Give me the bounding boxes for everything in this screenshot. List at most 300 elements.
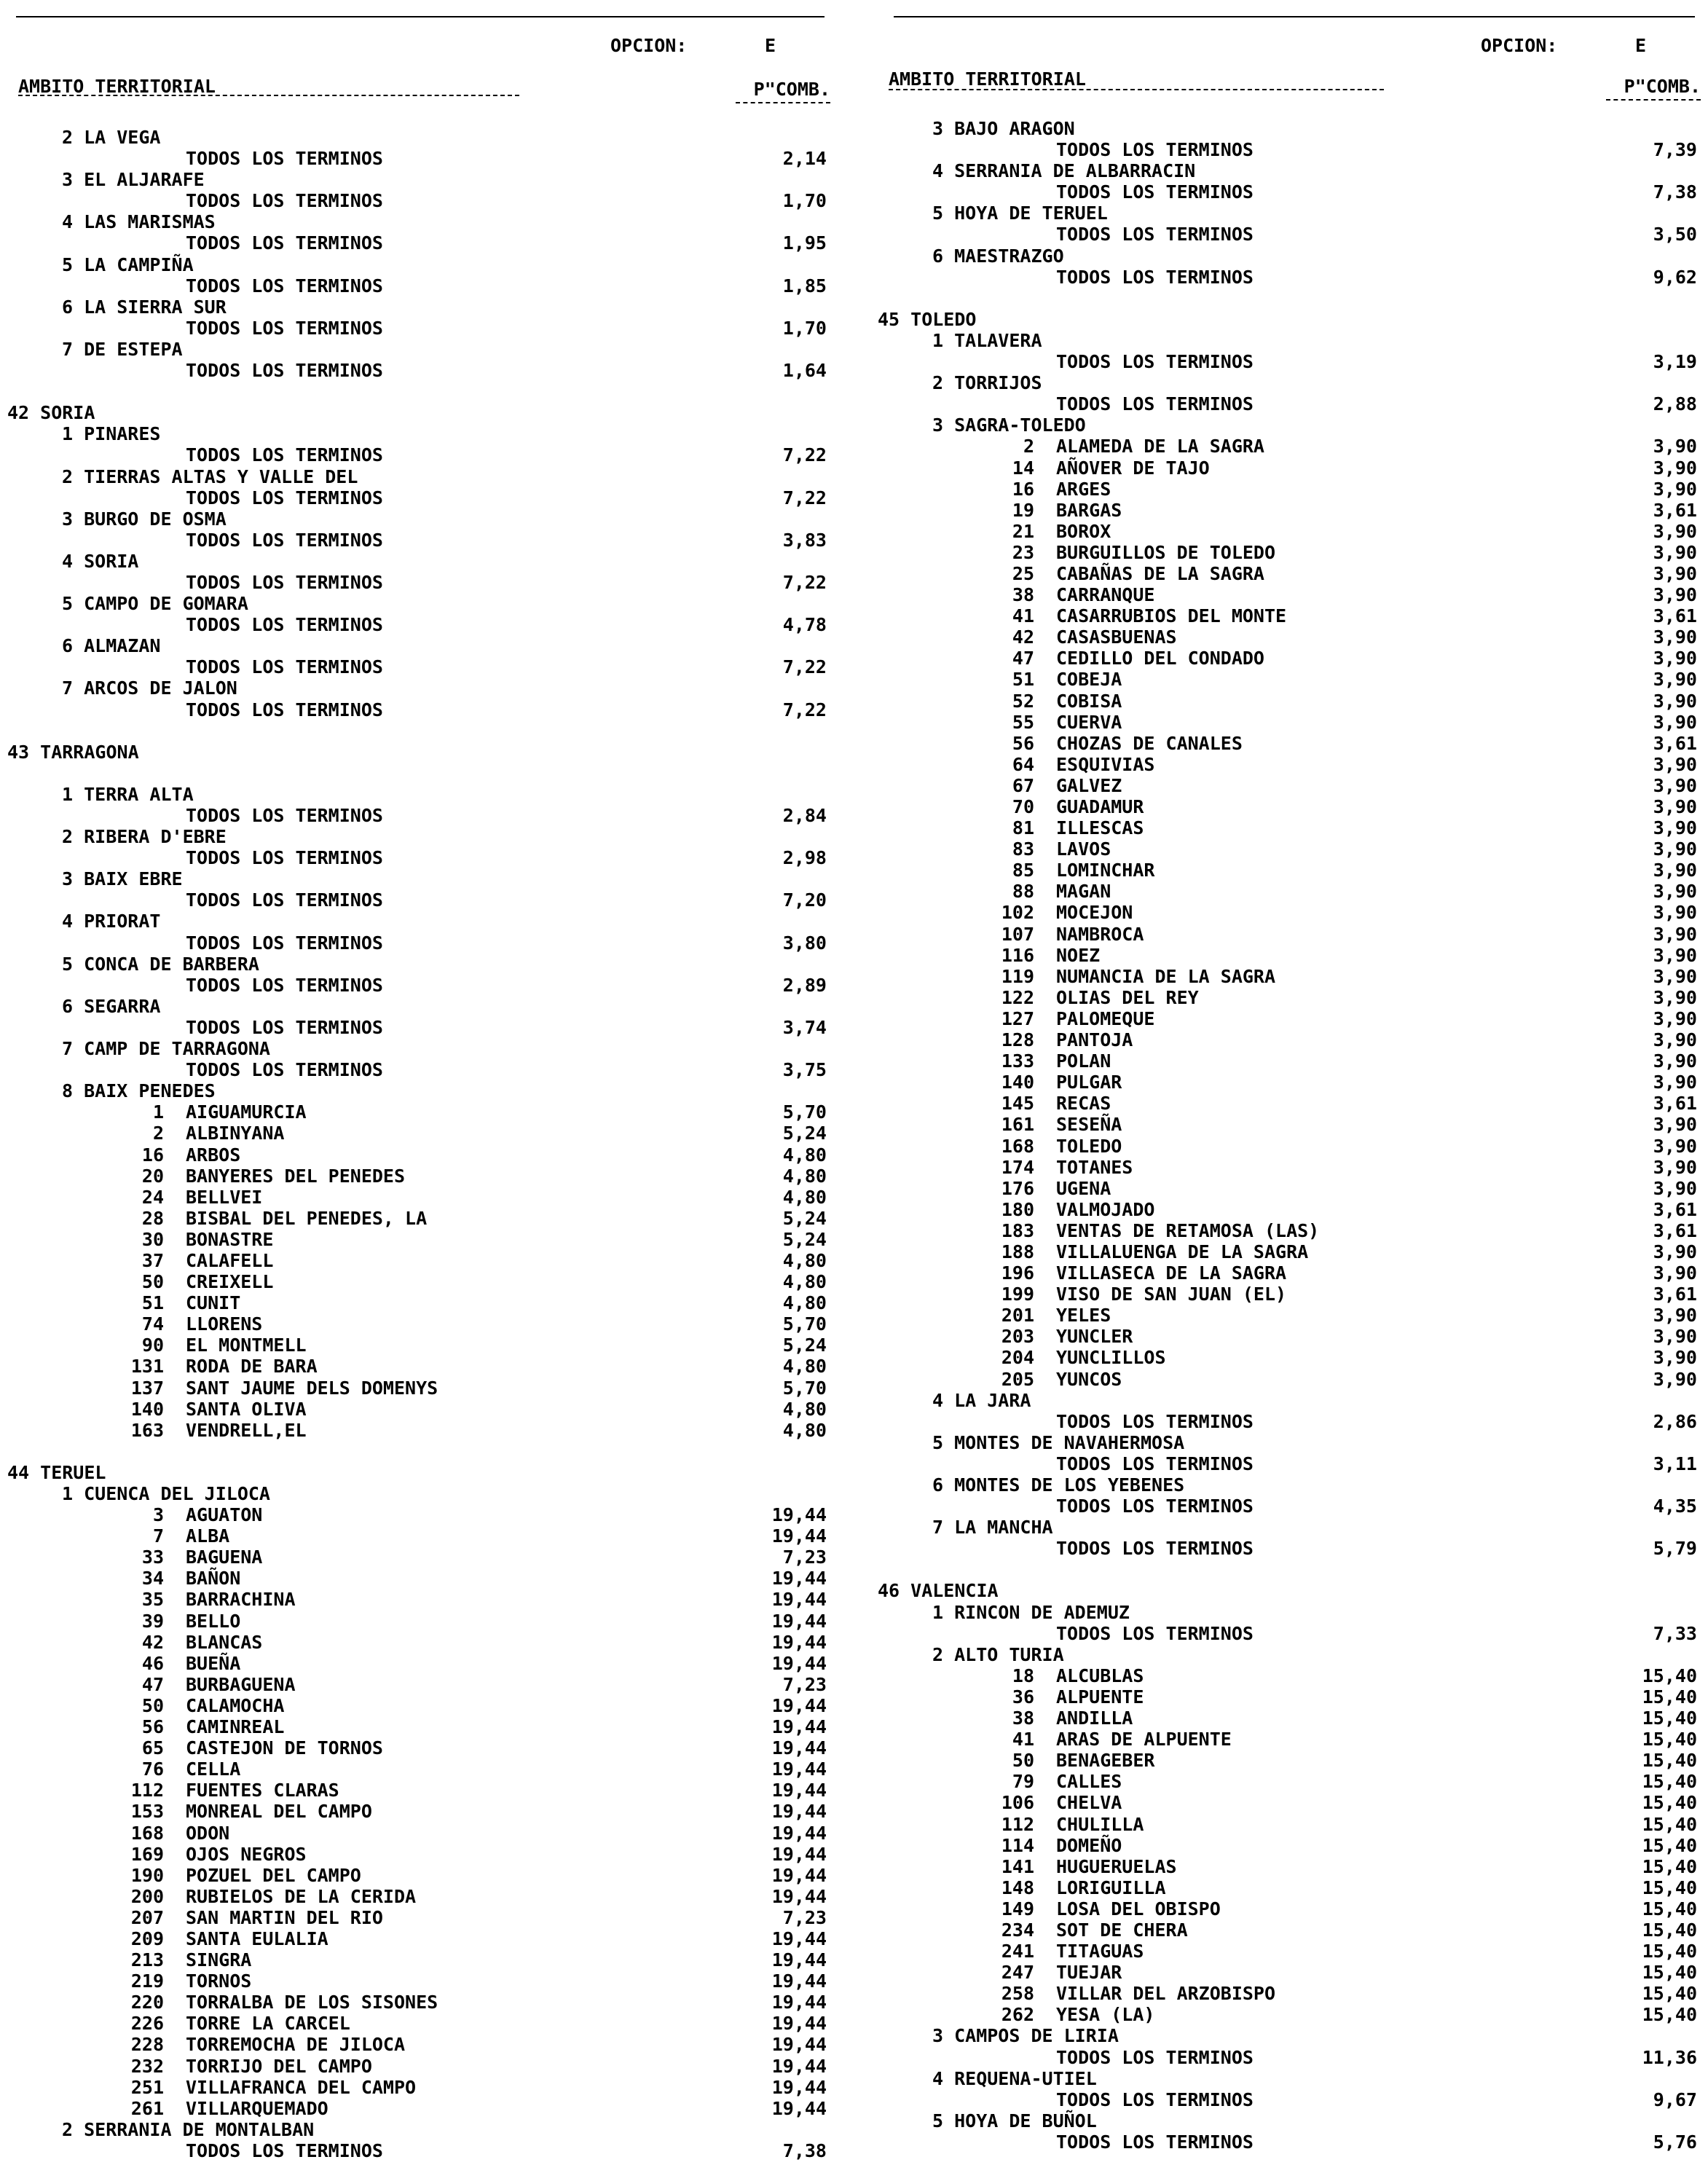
municipality-code: 102 — [1001, 902, 1034, 924]
pcomb-value: 3,90 — [1653, 796, 1697, 817]
municipality-code: 38 — [1012, 1708, 1034, 1729]
comarca-name: 6 MONTES DE LOS YEBENES — [932, 1474, 1185, 1496]
pcomb-value: 15,40 — [1642, 1919, 1697, 1941]
pcomb-value: 5,70 — [782, 1313, 827, 1335]
municipality-name: GUADAMUR — [1056, 796, 1144, 817]
municipality-name: CASARRUBIOS DEL MONTE — [1056, 605, 1287, 627]
municipality-row — [7, 1101, 827, 1123]
municipality-code: 140 — [130, 1398, 164, 1420]
municipality-row — [878, 500, 1697, 521]
all-terms-row — [7, 1059, 827, 1080]
all-terms-label: TODOS LOS TERMINOS — [186, 571, 383, 593]
municipality-name: SESEÑA — [1056, 1114, 1122, 1136]
pcomb-value: 19,44 — [771, 2097, 827, 2119]
municipality-name: RODA DE BARA — [186, 1356, 318, 1378]
pcomb-value: 2,84 — [782, 805, 827, 826]
pcomb-value: 19,44 — [771, 1843, 827, 1865]
municipality-code: 14 — [1012, 457, 1034, 479]
comarca-name: 2 TIERRAS ALTAS Y VALLE DEL — [62, 465, 358, 487]
all-terms-row — [7, 805, 827, 826]
comarca-row — [7, 826, 827, 847]
top-rule — [894, 16, 1695, 17]
municipality-code: 47 — [141, 1673, 164, 1695]
municipality-row — [7, 1758, 827, 1780]
municipality-name: PALOMEQUE — [1056, 1007, 1155, 1029]
pcomb-value: 15,40 — [1642, 1962, 1697, 1984]
pcomb-value: 3,90 — [1653, 1177, 1697, 1199]
municipality-name: CASASBUENAS — [1056, 626, 1177, 648]
comarca-row — [878, 2110, 1697, 2131]
comarca-row — [7, 508, 827, 530]
all-terms-label: TODOS LOS TERMINOS — [1056, 351, 1254, 373]
opcion-value: E — [1635, 35, 1647, 56]
municipality-name: MAGAN — [1056, 881, 1111, 903]
municipality-row — [878, 1199, 1697, 1220]
municipality-name: TORNOS — [186, 1970, 252, 1992]
pcomb-header: P"COMB. — [1624, 76, 1701, 97]
comarca-name: 1 TERRA ALTA — [62, 783, 194, 805]
municipality-name: VISO DE SAN JUAN (EL) — [1056, 1284, 1287, 1305]
municipality-row — [7, 1589, 827, 1610]
pcomb-value: 19,44 — [771, 1864, 827, 1886]
municipality-row — [7, 2056, 827, 2077]
pcomb-value: 7,22 — [782, 656, 827, 678]
all-terms-row — [878, 351, 1697, 372]
pcomb-value: 3,75 — [782, 1059, 827, 1081]
municipality-name: CELLA — [186, 1758, 241, 1780]
comarca-name: 6 ALMAZAN — [62, 635, 161, 657]
all-terms-row — [7, 444, 827, 465]
municipality-code: 161 — [1001, 1114, 1034, 1136]
municipality-code: 188 — [1001, 1241, 1034, 1262]
comarca-row — [878, 1432, 1697, 1453]
comarca-row — [7, 466, 827, 487]
pcomb-value: 3,90 — [1653, 541, 1697, 563]
all-terms-row — [7, 847, 827, 868]
pcomb-value: 19,44 — [771, 1885, 827, 1907]
pcomb-value: 7,22 — [782, 571, 827, 593]
municipality-code: 79 — [1012, 1771, 1034, 1793]
municipality-row — [878, 796, 1697, 817]
pcomb-value: 3,90 — [1653, 626, 1697, 648]
comarca-row — [7, 1038, 827, 1059]
municipality-name: ODON — [186, 1822, 230, 1844]
pcomb-value: 19,44 — [771, 1694, 827, 1716]
municipality-name: HUGUERUELAS — [1056, 1855, 1177, 1877]
municipality-row — [878, 945, 1697, 966]
all-terms-row — [7, 232, 827, 254]
municipality-code: 85 — [1012, 860, 1034, 881]
municipality-row — [7, 2013, 827, 2034]
pcomb-value: 7,23 — [782, 1906, 827, 1928]
all-terms-row — [7, 1017, 827, 1038]
municipality-name: LORIGUILLA — [1056, 1877, 1166, 1898]
municipality-code: 234 — [1001, 1919, 1034, 1941]
municipality-name: ANDILLA — [1056, 1708, 1133, 1729]
municipality-row — [7, 1992, 827, 2013]
municipality-row — [7, 1504, 827, 1525]
municipality-row — [7, 1378, 827, 1399]
municipality-row — [7, 2077, 827, 2098]
municipality-name: GALVEZ — [1056, 774, 1122, 796]
ambito-underline — [18, 95, 519, 96]
municipality-row — [878, 987, 1697, 1008]
municipality-code: 213 — [130, 1949, 164, 1971]
municipality-code: 70 — [1012, 796, 1034, 817]
all-terms-row — [878, 181, 1697, 203]
all-terms-row — [878, 393, 1697, 414]
municipality-row — [878, 1369, 1697, 1390]
municipality-name: CUNIT — [186, 1292, 241, 1314]
all-terms-row — [7, 572, 827, 593]
comarca-name: 3 BAIX EBRE — [62, 868, 183, 890]
pcomb-value: 3,90 — [1653, 838, 1697, 860]
municipality-code: 20 — [141, 1165, 164, 1187]
comarca-name: 3 BURGO DE OSMA — [62, 508, 227, 530]
municipality-row — [7, 1611, 827, 1632]
comarca-name: 4 REQUENA-UTIEL — [932, 2067, 1097, 2089]
municipality-name: BANYERES DEL PENEDES — [186, 1165, 406, 1187]
municipality-code: 88 — [1012, 881, 1034, 903]
comarca-name: 5 CONCA DE BARBERA — [62, 953, 259, 975]
pcomb-value: 15,40 — [1642, 1792, 1697, 1814]
all-terms-label: TODOS LOS TERMINOS — [186, 699, 383, 720]
opcion-label: OPCION: — [610, 35, 688, 56]
pcomb-value: 15,40 — [1642, 2004, 1697, 2026]
municipality-row — [7, 1801, 827, 1822]
all-terms-label: TODOS LOS TERMINOS — [1056, 1622, 1254, 1644]
municipality-name: AGUATON — [186, 1504, 263, 1526]
municipality-row — [878, 1962, 1697, 1983]
pcomb-value: 3,90 — [1653, 1326, 1697, 1348]
all-terms-label: TODOS LOS TERMINOS — [1056, 2046, 1254, 2068]
municipality-code: 83 — [1012, 838, 1034, 860]
municipality-name: SANT JAUME DELS DOMENYS — [186, 1377, 438, 1399]
municipality-code: 107 — [1001, 923, 1034, 945]
right-table — [878, 118, 1697, 2153]
pcomb-value: 9,67 — [1653, 2088, 1697, 2110]
municipality-code: 205 — [1001, 1368, 1034, 1390]
municipality-code: 180 — [1001, 1198, 1034, 1220]
municipality-name: LOMINCHAR — [1056, 860, 1155, 881]
all-terms-row — [7, 487, 827, 508]
pcomb-value: 3,90 — [1653, 1135, 1697, 1157]
all-terms-label: TODOS LOS TERMINOS — [1056, 1538, 1254, 1560]
municipality-code: 37 — [141, 1249, 164, 1271]
municipality-code: 56 — [1012, 732, 1034, 754]
pcomb-value: 19,44 — [771, 2076, 827, 2098]
municipality-code: 203 — [1001, 1326, 1034, 1348]
municipality-code: 176 — [1001, 1177, 1034, 1199]
province-row — [878, 309, 1697, 330]
all-terms-label: TODOS LOS TERMINOS — [186, 487, 383, 508]
municipality-row — [7, 1250, 827, 1271]
comarca-row — [7, 296, 827, 318]
spacer — [878, 1559, 1697, 1580]
municipality-code: 47 — [1012, 648, 1034, 669]
pcomb-value: 5,79 — [1653, 1538, 1697, 1560]
municipality-name: POZUEL DEL CAMPO — [186, 1864, 361, 1886]
pcomb-value: 3,61 — [1653, 1219, 1697, 1241]
pcomb-value: 15,40 — [1642, 1771, 1697, 1793]
comarca-name: 2 LA VEGA — [62, 127, 161, 148]
pcomb-value: 9,62 — [1653, 266, 1697, 288]
municipality-row — [878, 1665, 1697, 1686]
all-terms-row — [7, 656, 827, 677]
municipality-row — [878, 712, 1697, 733]
municipality-code: 41 — [1012, 605, 1034, 627]
municipality-name: COBISA — [1056, 690, 1122, 712]
municipality-name: CAMINREAL — [186, 1716, 285, 1738]
municipality-name: TORREMOCHA DE JILOCA — [186, 2034, 406, 2056]
municipality-row — [878, 924, 1697, 945]
pcomb-value: 19,44 — [771, 2055, 827, 2077]
pcomb-value: 4,80 — [782, 1186, 827, 1208]
municipality-row — [878, 1877, 1697, 1898]
comarca-row — [7, 211, 827, 232]
municipality-name: UGENA — [1056, 1177, 1111, 1199]
comarca-row — [878, 330, 1697, 351]
municipality-name: TOLEDO — [1056, 1135, 1122, 1157]
all-terms-label: TODOS LOS TERMINOS — [186, 529, 383, 551]
municipality-row — [878, 838, 1697, 860]
pcomb-value: 4,80 — [782, 1419, 827, 1441]
municipality-code: 226 — [130, 2013, 164, 2035]
pcomb-value: 1,85 — [782, 275, 827, 296]
pcomb-value: 19,44 — [771, 1737, 827, 1759]
comarca-name: 5 CAMPO DE GOMARA — [62, 593, 248, 615]
municipality-row — [7, 1525, 827, 1547]
municipality-code: 41 — [1012, 1729, 1034, 1750]
pcomb-value: 4,78 — [782, 614, 827, 636]
municipality-row — [878, 457, 1697, 479]
all-terms-row — [7, 932, 827, 954]
pcomb-value: 19,44 — [771, 1970, 827, 1992]
pcomb-value: 7,39 — [1653, 139, 1697, 161]
municipality-row — [7, 1547, 827, 1568]
municipality-row — [878, 1983, 1697, 2004]
ambito-header: AMBITO TERRITORIAL — [18, 76, 216, 97]
municipality-code: 38 — [1012, 584, 1034, 606]
pcomb-value: 19,44 — [771, 1716, 827, 1738]
municipality-name: DOMEÑO — [1056, 1834, 1122, 1856]
comarca-name: 1 PINARES — [62, 423, 161, 445]
pcomb-value: 3,90 — [1653, 1368, 1697, 1390]
municipality-row — [7, 1653, 827, 1674]
comarca-name: 7 ARCOS DE JALON — [62, 677, 237, 699]
pcomb-value: 3,90 — [1653, 1114, 1697, 1136]
municipality-row — [7, 1886, 827, 1907]
municipality-code: 200 — [130, 1885, 164, 1907]
municipality-name: VILLAR DEL ARZOBISPO — [1056, 1983, 1276, 2005]
pcomb-value: 3,11 — [1653, 1453, 1697, 1474]
municipality-row — [878, 817, 1697, 838]
pcomb-value: 19,44 — [771, 1822, 827, 1844]
comarca-row — [878, 1474, 1697, 1496]
pcomb-value: 15,40 — [1642, 1665, 1697, 1686]
municipality-code: 67 — [1012, 774, 1034, 796]
pcomb-value: 4,80 — [782, 1356, 827, 1378]
municipality-code: 52 — [1012, 690, 1034, 712]
pcomb-value: 3,90 — [1653, 860, 1697, 881]
municipality-code: 122 — [1001, 986, 1034, 1008]
pcomb-value: 5,70 — [782, 1101, 827, 1123]
pcomb-value: 2,98 — [782, 847, 827, 869]
opcion-label: OPCION: — [1481, 35, 1558, 56]
comarca-row — [878, 1602, 1697, 1623]
pcomb-value: 19,44 — [771, 1504, 827, 1526]
municipality-row — [878, 1050, 1697, 1072]
municipality-row — [7, 1420, 827, 1441]
municipality-name: VENTAS DE RETAMOSA (LAS) — [1056, 1219, 1320, 1241]
municipality-code: 247 — [1001, 1962, 1034, 1984]
municipality-row — [878, 902, 1697, 923]
municipality-code: 207 — [130, 1906, 164, 1928]
municipality-name: BONASTRE — [186, 1228, 274, 1250]
comarca-row — [7, 1483, 827, 1504]
municipality-code: 149 — [1001, 1898, 1034, 1919]
municipality-row — [7, 1292, 827, 1313]
municipality-code: 76 — [141, 1758, 164, 1780]
municipality-row — [7, 1313, 827, 1335]
pcomb-value: 19,44 — [771, 2013, 827, 2035]
municipality-name: CUERVA — [1056, 711, 1122, 733]
comarca-name: 5 HOYA DE TERUEL — [932, 203, 1108, 224]
municipality-name: OLIAS DEL REY — [1056, 986, 1199, 1008]
comarca-name: 7 DE ESTEPA — [62, 338, 183, 360]
municipality-name: BURGUILLOS DE TOLEDO — [1056, 541, 1276, 563]
pcomb-value: 4,80 — [782, 1292, 827, 1314]
municipality-row — [878, 648, 1697, 669]
municipality-row — [878, 479, 1697, 500]
municipality-name: BAGUENA — [186, 1547, 263, 1568]
municipality-code: 114 — [1001, 1834, 1034, 1856]
all-terms-label: TODOS LOS TERMINOS — [1056, 181, 1254, 203]
all-terms-label: TODOS LOS TERMINOS — [186, 232, 383, 254]
municipality-name: CALAFELL — [186, 1249, 274, 1271]
municipality-name: TORRALBA DE LOS SISONES — [186, 1992, 438, 2013]
municipality-row — [878, 584, 1697, 605]
municipality-row — [7, 1695, 827, 1716]
municipality-row — [878, 691, 1697, 712]
comarca-name: 6 SEGARRA — [62, 995, 161, 1017]
pcomb-value: 7,33 — [1653, 1622, 1697, 1644]
pcomb-value: 4,80 — [782, 1271, 827, 1293]
municipality-name: VALMOJADO — [1056, 1198, 1155, 1220]
pcomb-value: 15,40 — [1642, 1729, 1697, 1750]
municipality-name: CHELVA — [1056, 1792, 1122, 1814]
municipality-name: VILLARQUEMADO — [186, 2097, 328, 2119]
all-terms-label: TODOS LOS TERMINOS — [1056, 2131, 1254, 2153]
pcomb-value: 19,44 — [771, 1525, 827, 1547]
municipality-code: 251 — [130, 2076, 164, 2098]
municipality-row — [7, 1144, 827, 1166]
pcomb-value: 2,14 — [782, 148, 827, 170]
all-terms-row — [7, 318, 827, 339]
municipality-code: 258 — [1001, 1983, 1034, 2005]
municipality-name: BOROX — [1056, 520, 1111, 542]
pcomb-value: 11,36 — [1642, 2046, 1697, 2068]
comarca-name: 6 LA SIERRA SUR — [62, 296, 227, 318]
pcomb-value: 3,90 — [1653, 1241, 1697, 1262]
municipality-name: CALLES — [1056, 1771, 1122, 1793]
pcomb-value: 7,22 — [782, 699, 827, 720]
comarca-row — [7, 996, 827, 1017]
municipality-code: 262 — [1001, 2004, 1034, 2026]
municipality-row — [878, 1750, 1697, 1771]
municipality-code: 209 — [130, 1927, 164, 1949]
municipality-row — [878, 669, 1697, 690]
municipality-code: 169 — [130, 1843, 164, 1865]
comarca-row — [7, 127, 827, 148]
municipality-code: 16 — [1012, 478, 1034, 500]
comarca-row — [878, 1390, 1697, 1411]
pcomb-value: 3,90 — [1653, 923, 1697, 945]
municipality-name: ALBA — [186, 1525, 230, 1547]
comarca-row — [878, 1517, 1697, 1538]
comarca-row — [7, 169, 827, 190]
all-terms-label: TODOS LOS TERMINOS — [186, 190, 383, 212]
municipality-code: 145 — [1001, 1093, 1034, 1115]
municipality-name: SOT DE CHERA — [1056, 1919, 1188, 1941]
municipality-name: TUEJAR — [1056, 1962, 1122, 1984]
pcomb-value: 3,90 — [1653, 902, 1697, 924]
pcomb-value: 3,61 — [1653, 1198, 1697, 1220]
municipality-code: 21 — [1012, 520, 1034, 542]
municipality-code: 18 — [1012, 1665, 1034, 1686]
municipality-code: 51 — [141, 1292, 164, 1314]
municipality-row — [7, 1335, 827, 1356]
municipality-name: CREIXELL — [186, 1271, 274, 1293]
municipality-code: 64 — [1012, 753, 1034, 775]
municipality-code: 35 — [141, 1589, 164, 1611]
municipality-code: 42 — [141, 1631, 164, 1653]
ambito-underline — [889, 89, 1384, 90]
municipality-code: 112 — [130, 1780, 164, 1801]
municipality-row — [878, 1326, 1697, 1347]
spacer — [7, 763, 827, 784]
municipality-code: 199 — [1001, 1284, 1034, 1305]
all-terms-row — [878, 2047, 1697, 2068]
municipality-row — [878, 1856, 1697, 1877]
all-terms-row — [7, 148, 827, 169]
pcomb-value: 3,61 — [1653, 499, 1697, 521]
municipality-name: CEDILLO DEL CONDADO — [1056, 648, 1264, 669]
municipality-row — [878, 2004, 1697, 2025]
comarca-row — [878, 203, 1697, 224]
pcomb-underline — [1606, 99, 1701, 101]
comarca-row — [878, 160, 1697, 181]
municipality-name: CHULILLA — [1056, 1813, 1144, 1835]
municipality-row — [7, 1907, 827, 1928]
all-terms-label: TODOS LOS TERMINOS — [186, 889, 383, 911]
all-terms-row — [7, 360, 827, 381]
all-terms-label: TODOS LOS TERMINOS — [186, 847, 383, 869]
municipality-row — [7, 1970, 827, 1992]
all-terms-label: TODOS LOS TERMINOS — [186, 275, 383, 296]
municipality-row — [7, 1928, 827, 1949]
municipality-code: 2 — [152, 1123, 164, 1144]
all-terms-row — [7, 275, 827, 296]
comarca-row — [7, 593, 827, 614]
pcomb-value: 3,90 — [1653, 944, 1697, 966]
all-terms-label: TODOS LOS TERMINOS — [186, 444, 383, 466]
municipality-name: ALBINYANA — [186, 1123, 285, 1144]
pcomb-value: 3,90 — [1653, 817, 1697, 839]
municipality-code: 50 — [141, 1694, 164, 1716]
municipality-code: 33 — [141, 1547, 164, 1568]
pcomb-value: 19,44 — [771, 1927, 827, 1949]
